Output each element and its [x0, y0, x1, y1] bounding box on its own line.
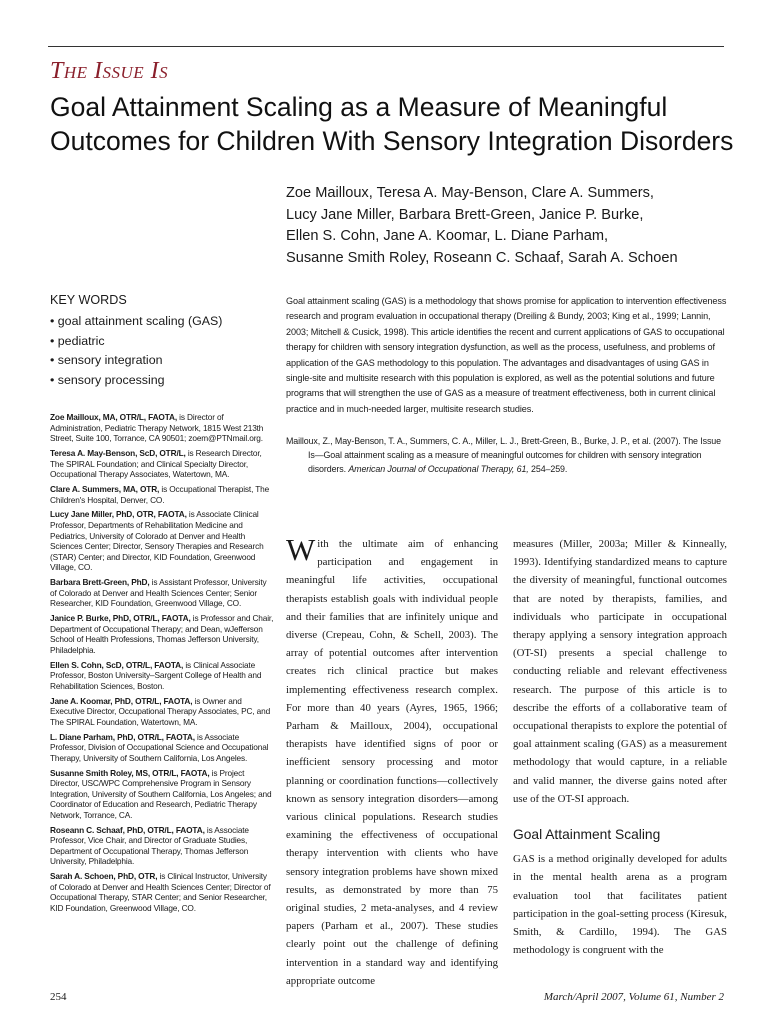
body-paragraph: ith the ultimate aim of enhancing participation and engagement in meaningful life activities, occupational therapists establish goals with individual people and their families that are infinitely unique and diverse (Crepeau, Cohn, & Schell, 2003). The array of potential outcomes after intervention creates rich clinical practice but makes implementing effectiveness research complex. For more than 40 years (Ayres, 1965, 1966; Parham & Mailloux, 2004), occupational therapists have identified signs of poor or inefficient sensory processing and motor planning or coordination functions—collectively known as sensory integration disorders—among various clinical populations. Research studies examining the effectiveness of occupational therapy intervention with clients who have sensory integration problems have shown mixed results, as demonstrated by more than 75 original studies, 2 meta-analyses, and 4 review papers (Parham et al., 2007). These studies clearly point out the challenge of defining intervention in a standard way and identifying appropriate outcome	[286, 538, 498, 987]
keyword-item: • sensory integration	[50, 351, 222, 371]
affiliation-name: L. Diane Parham, PhD, OTR/L, FAOTA,	[50, 731, 195, 742]
affiliation	[50, 484, 274, 505]
affiliation-text: is Clinical Instructor, University of Colorado at Denver and Health Sciences Center; Director of Occupational Therapy, STAR Center; and Senior Researcher, KID Foundation, Greenwood Village, CO.	[50, 871, 271, 913]
affiliation	[50, 768, 274, 821]
issue-info: March/April 2007, Volume 61, Number 2	[543, 991, 724, 1003]
abstract: Goal attainment scaling (GAS) is a methodology that shows promise for application to intervention effectiveness research and program evaluation in occupational therapy (Dreiling & Bundy, 2003; King et al., 1999; Lannin, 2003; Mitchell & Cusick, 1998). This article identifies the recent and current applications of GAS to occupational therapy for children with sensory integration dysfunction, as well as the process, usefulness, and problems of application of the GAS methodology to this population. The advantages and disadvantages of using GAS in single-site and multisite research with this population is explored, as well as the potential solutions and future programs that will strengthen the use of GAS as a measure of treatment effectiveness, both in current clinical practice and in much-needed larger, multisite research studies.	[286, 296, 727, 414]
affiliation-name: Janice P. Burke, PhD, OTR/L, FAOTA,	[50, 613, 191, 624]
body-column-1	[286, 532, 498, 990]
affiliation-text: is Assistant Professor, University of Colorado at Denver and Health Sciences Center; Senior Researcher, KID Foundation, Greenwood Village, CO.	[50, 577, 267, 609]
section-kicker: The Issue Is	[50, 58, 169, 84]
affiliation-name: Ellen S. Cohn, ScD, OTR/L, FAOTA,	[50, 659, 184, 670]
keyword-item: • sensory processing	[50, 371, 222, 391]
affiliation-name: Jane A. Koomar, PhD, OTR/L, FAOTA,	[50, 695, 193, 706]
affiliation-text: is Associate Professor, Vice Chair, and Director of Graduate Studies, Department of Occupational Therapy, Thomas Jefferson University, Philadelphia.	[50, 824, 249, 867]
affiliation-name: Barbara Brett-Green, PhD,	[50, 577, 150, 588]
section-heading: Goal Attainment Scaling	[513, 827, 661, 843]
citation-pages: 254–259.	[528, 464, 568, 474]
keywords-title: KEY WORDS	[50, 293, 127, 307]
body-paragraph: GAS is a method originally developed for adults in the mental health arena as a program evaluation tool that facilitates patient participation in the goal-setting process (Kiresuk, Smith, & Cardillo, 1994). The GAS methodology is congruent with the	[513, 853, 727, 957]
affiliation	[50, 732, 274, 764]
author-line: Susanne Smith Roley, Roseann C. Schaaf, Sarah A. Schoen	[286, 249, 678, 266]
affiliation	[50, 660, 274, 692]
affiliation-text: is Project Director, USC/WPC Comprehensive Program in Sensory Integration, University of Southern California, Los Angeles; and Coordinator of Education and Research, Pediatric Therapy Network, Torrance, CA.	[50, 767, 272, 820]
affiliation	[50, 412, 274, 444]
affiliation-text: is Owner and Executive Director, Occupational Therapy Associates, PC, and The SPIRAL Foundation, Watertown, MA.	[50, 695, 271, 727]
page-number: 254	[50, 991, 67, 1003]
keyword-item: • pediatric	[50, 332, 222, 352]
drop-cap: W	[286, 532, 316, 567]
affiliation-text: is Professor and Chair, Department of Occupational Therapy; and Dean, wJefferson School of Health Professions, Thomas Jefferson University, Philadelphia.	[50, 613, 274, 655]
citation-text: Mailloux, Z., May-Benson, T. A., Summers, C. A., Miller, L. J., Brett-Green, B., Burke, J. P., et al. (2007). The Issue Is—Goal attainment scaling as a measure of meaningful outcomes for children with sensory integration disorders.	[286, 436, 721, 474]
affiliation	[50, 509, 274, 573]
affiliation	[50, 613, 274, 655]
affiliation-text: is Occupational Therapist, The Children's Hospital, Denver, CO.	[50, 483, 270, 505]
affiliation-text: is Director of Administration, Pediatric Therapy Network, 1815 West 213th Street, Suite 100, Torrance, CA 90501; zoem@PTNmail.org.	[50, 412, 264, 444]
body-column-2	[513, 535, 727, 959]
affiliation-name: Lucy Jane Miller, PhD, OTR, FAOTA,	[50, 509, 187, 520]
affiliation-name: Teresa A. May-Benson, ScD, OTR/L,	[50, 447, 186, 458]
body-paragraph: measures (Miller, 2003a; Miller & Kinneally, 1993). Identifying standardized means to capture the diversity of meaningful, functional outcomes that are noted by therapists, families, and individuals who participate in occupational therapy applying a sensory integration approach (OT-SI) presents a special challenge to conducting reliable and relevant effectiveness research. The purpose of this article is to describe the efforts of a collaborative team of occupational therapists to explore the potential of goal attainment scaling (GAS) as a measurement methodology that would capture, in a reliable and valid manner, the diverse gains noted after use of the OT-SI approach.	[513, 538, 727, 805]
affiliation-name: Clare A. Summers, MA, OTR,	[50, 483, 160, 494]
affiliation-name: Zoe Mailloux, MA, OTR/L, FAOTA,	[50, 412, 178, 422]
author-affiliations	[50, 412, 274, 918]
author-line: Lucy Jane Miller, Barbara Brett-Green, Janice P. Burke,	[286, 206, 644, 223]
affiliation-name: Sarah A. Schoen, PhD, OTR,	[50, 871, 158, 882]
affiliation	[50, 577, 274, 609]
affiliation	[50, 825, 274, 867]
affiliation-name: Roseann C. Schaaf, PhD, OTR/L, FAOTA,	[50, 824, 205, 835]
affiliation-text: is Clinical Associate Professor, Boston University–Sargent College of Health and Rehabilitation Sciences, Boston.	[50, 659, 262, 691]
article-title: Goal Attainment Scaling as a Measure of Meaningful Outcomes for Children With Sensory Integration Disorders	[50, 92, 734, 156]
author-line: Zoe Mailloux, Teresa A. May-Benson, Clare A. Summers,	[286, 185, 654, 201]
affiliation-text: is Associate Professor, Division of Occupational Science and Occupational Therapy, University of Southern California, Los Angeles.	[50, 731, 269, 763]
author-line: Ellen S. Cohn, Jane A. Koomar, L. Diane Parham,	[286, 228, 609, 244]
top-rule	[48, 46, 724, 47]
citation	[286, 434, 728, 476]
affiliation	[50, 871, 274, 913]
affiliation-name: Susanne Smith Roley, MS, OTR/L, FAOTA,	[50, 767, 210, 778]
keyword-item: • goal attainment scaling (GAS)	[50, 312, 222, 332]
author-list	[286, 183, 746, 269]
citation-journal: American Journal of Occupational Therapy, 61,	[348, 464, 529, 474]
keywords-list	[50, 312, 222, 390]
affiliation-text: is Associate Clinical Professor, Departments of Rehabilitation Medicine and Pediatrics, University of Colorado at Denver and Health Sciences Center; Director, Sensory Therapies and Research (STAR) Center; and Director, KID Foundation, Greenwood Village, CO.	[50, 509, 264, 573]
affiliation-text: is Research Director, The SPIRAL Foundation; and Clinical Specialty Director, Occupational Therapy Associates, Watertown, MA.	[50, 447, 262, 480]
affiliation	[50, 696, 274, 728]
affiliation	[50, 448, 274, 480]
